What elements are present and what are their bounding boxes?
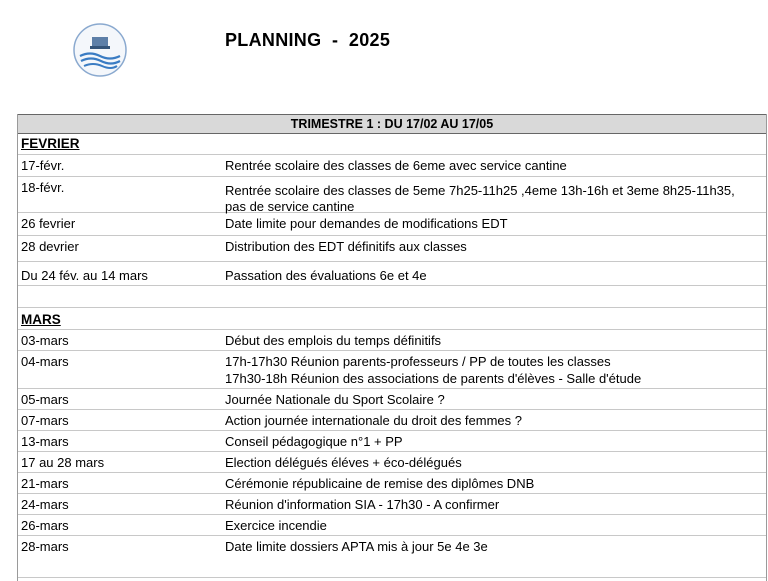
event-date: 05-mars <box>21 392 69 407</box>
event-date: 21-mars <box>21 476 69 491</box>
event-desc: 17h-17h30 Réunion parents-professeurs / PP de toutes les classes <box>225 354 611 369</box>
event-date: 24-mars <box>21 497 69 512</box>
event-desc: Date limite pour demandes de modifications EDT <box>225 216 508 231</box>
event-desc: Réunion d'information SIA - 17h30 - A confirmer <box>225 497 500 512</box>
event-date: 28-mars <box>21 539 69 554</box>
event-desc: Distribution des EDT définitifs aux classes <box>225 239 467 254</box>
event-desc: Rentrée scolaire des classes de 6eme avec service cantine <box>225 158 567 173</box>
event-desc: Cérémonie républicaine de remise des diplômes DNB <box>225 476 535 491</box>
table-row <box>18 410 766 431</box>
event-desc: Début des emplois du temps définitifs <box>225 333 442 348</box>
event-date: 07-mars <box>21 413 69 428</box>
event-desc: Passation des évaluations 6e et 4e <box>225 268 427 283</box>
event-desc: Action journée internationale du droit des femmes ? <box>225 413 523 428</box>
table-row <box>18 262 766 286</box>
table-row <box>18 473 766 494</box>
spacer-row <box>18 286 766 308</box>
table-row <box>18 236 766 262</box>
college-logo <box>72 22 128 78</box>
planning-table <box>17 114 767 581</box>
event-date: 17-févr. <box>21 158 65 173</box>
table-row <box>18 351 766 389</box>
event-desc: Conseil pédagogique n°1 + PP <box>225 434 403 449</box>
event-desc: Rentrée scolaire des classes de 5eme 7h25-11h25 ,4eme 13h-16h et 3eme 8h25-11h35, pas de service cantine <box>225 183 735 214</box>
page-title: PLANNING - 2025 <box>225 30 391 50</box>
event-date: Du 24 fév. au 14 mars <box>21 268 148 283</box>
table-row <box>18 155 766 177</box>
event-date: 18-févr. <box>21 180 65 195</box>
table-bottom-line <box>18 577 766 578</box>
event-date: 26-mars <box>21 518 69 533</box>
table-row <box>18 213 766 236</box>
event-date: 04-mars <box>21 354 69 369</box>
table-row <box>18 494 766 515</box>
table-row <box>18 431 766 452</box>
table-row <box>18 177 766 213</box>
table-row <box>18 536 766 562</box>
event-date: 26 fevrier <box>21 216 76 231</box>
event-desc-line2: 17h30-18h Réunion des associations de parents d'élèves - Salle d'étude <box>225 371 642 386</box>
event-date: 17 au 28 mars <box>21 455 105 470</box>
trimester-header: TRIMESTRE 1 : DU 17/02 AU 17/05 <box>18 114 766 134</box>
event-desc: Journée Nationale du Sport Scolaire ? <box>225 392 445 407</box>
event-desc: Date limite dossiers APTA mis à jour 5e 4e 3e <box>225 539 488 554</box>
table-row <box>18 330 766 351</box>
month-heading-fevrier: FEVRIER <box>21 136 80 151</box>
table-row <box>18 389 766 410</box>
event-desc: Election délégués éléves + éco-délégués <box>225 455 462 470</box>
month-heading-mars: MARS <box>21 312 61 327</box>
table-row <box>18 515 766 536</box>
event-date: 03-mars <box>21 333 69 348</box>
event-desc: Exercice incendie <box>225 518 327 533</box>
table-row <box>18 452 766 473</box>
event-date: 13-mars <box>21 434 69 449</box>
event-date: 28 devrier <box>21 239 79 254</box>
